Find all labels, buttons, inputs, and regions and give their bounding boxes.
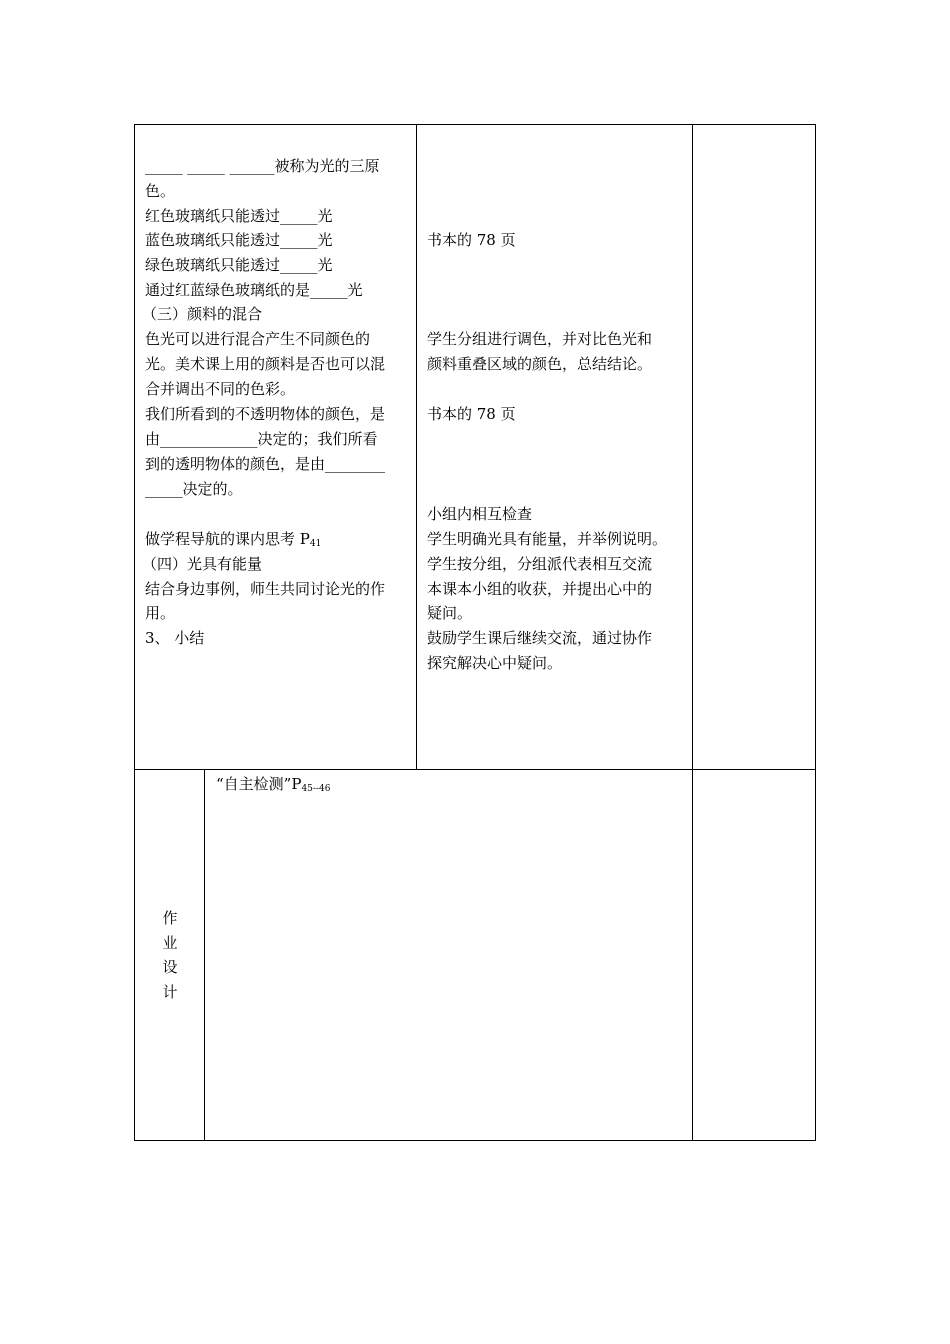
section-heading: 3、 小结 (145, 629, 205, 647)
homework-label-char: 设 (162, 958, 178, 976)
homework-text (216, 772, 330, 797)
text-line: 绿色玻璃纸只能透过_____光 (145, 256, 333, 274)
text-line: 用。 (145, 604, 176, 622)
text-line: 学生分组进行调色，并对比色光和 (427, 330, 653, 348)
page-subscript: 41 (309, 539, 322, 549)
table-border-top (134, 124, 816, 125)
text-line: 由_____________决定的；我们所看 (145, 430, 378, 448)
text-line: 我们所看到的不透明物体的颜色，是 (145, 405, 386, 423)
text-line: 疑问。 (427, 604, 473, 622)
text-line: 到的透明物体的颜色，是由________ (145, 455, 386, 473)
col-divider-left-middle (416, 124, 417, 770)
text-line: 学生明确光具有能量，并举例说明。 (427, 530, 668, 548)
homework-label-char: 作 (162, 909, 178, 927)
row-divider (134, 769, 816, 770)
text-line: 色。 (145, 182, 176, 200)
table-border-right (815, 124, 816, 1141)
text-line: 本课本小组的收获，并提出心中的 (427, 580, 653, 598)
col-divider-middle-right (692, 124, 693, 1141)
text-line: 书本的 78 页 (427, 231, 516, 249)
text-line: 蓝色玻璃纸只能透过_____光 (145, 231, 333, 249)
text-line: 探究解决心中疑问。 (427, 654, 563, 672)
text-line: 光。美术课上用的颜料是否也可以混 (145, 355, 386, 373)
text-line: 色光可以进行混合产生不同颜色的 (145, 330, 371, 348)
text-main: 做学程导航的课内思考 P (145, 530, 310, 548)
page-subscript: 45--46 (301, 784, 331, 794)
text-line: 学生按分组，分组派代表相互交流 (427, 555, 653, 573)
text-line: _____决定的。 (145, 480, 243, 498)
table-border-bottom (134, 1140, 816, 1141)
text-main: “自主检测”P (216, 775, 302, 793)
homework-label-char: 计 (162, 983, 178, 1001)
text-line: 结合身边事例，师生共同讨论光的作 (145, 580, 386, 598)
text-line: 通过红蓝绿色玻璃纸的是_____光 (145, 281, 363, 299)
section-heading: （四）光具有能量 (142, 555, 263, 573)
section-heading: （三）颜料的混合 (142, 305, 263, 323)
text-line: 鼓励学生课后继续交流，通过协作 (427, 629, 653, 647)
text-line: 书本的 78 页 (427, 405, 516, 423)
text-line: _____ _____ ______被称为光的三原 (145, 157, 380, 175)
text-line: 合并调出不同的色彩。 (145, 380, 296, 398)
text-line: 小组内相互检查 (427, 505, 533, 523)
text-line: 颜料重叠区域的颜色，总结结论。 (427, 355, 653, 373)
homework-label-char: 业 (162, 934, 178, 952)
table-border-left (134, 124, 135, 1141)
text-line: 红色玻璃纸只能透过_____光 (145, 207, 333, 225)
col-divider-homework-label (204, 769, 205, 1141)
text-line (145, 527, 321, 552)
